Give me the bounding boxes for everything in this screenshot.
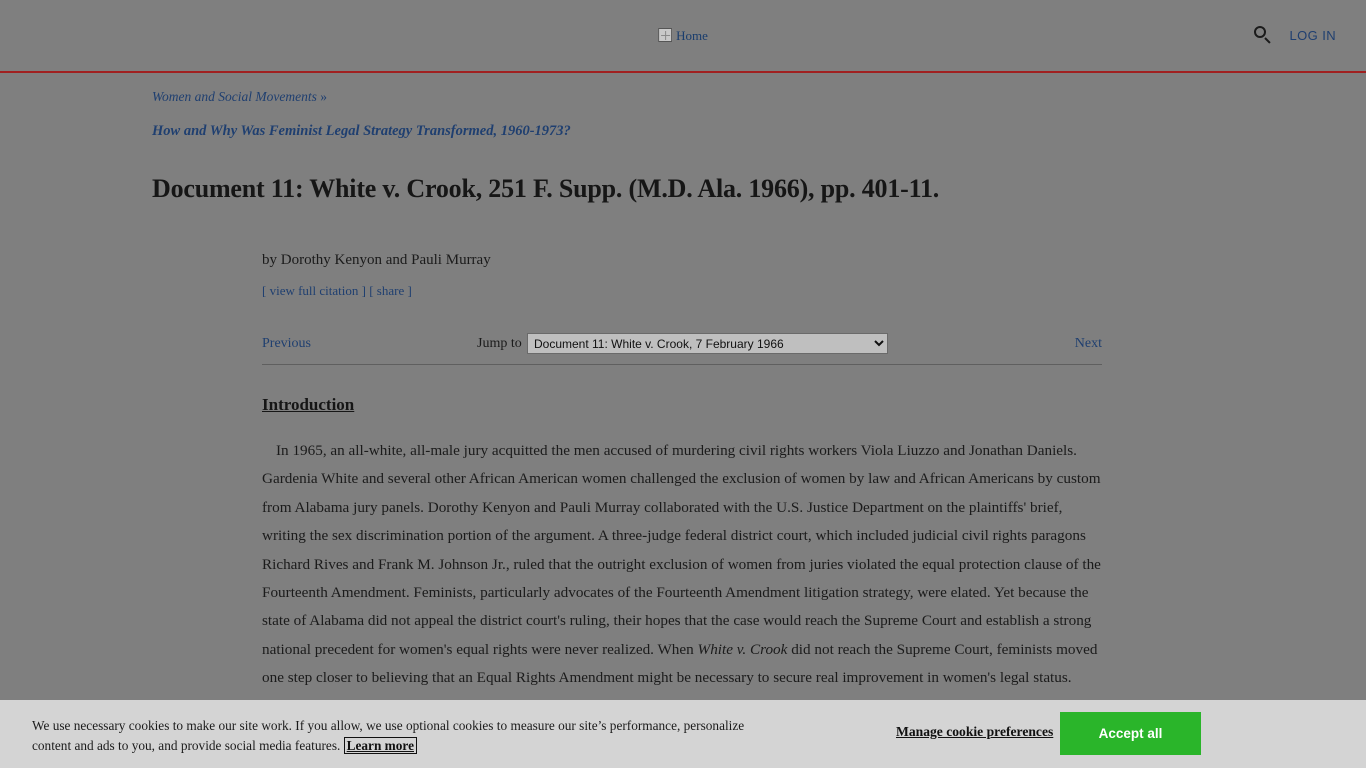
page-content — [0, 73, 1366, 721]
view-full-citation-link[interactable]: [ view full citation ] — [262, 283, 366, 298]
previous-document-link[interactable]: Previous — [262, 335, 311, 351]
case-name-italic-1: White v. Crook — [697, 640, 788, 658]
introduction-paragraph — [262, 437, 1102, 721]
cookie-consent-banner — [0, 700, 1366, 768]
byline-block — [152, 252, 1366, 299]
site-header — [0, 0, 1366, 73]
section-heading-introduction: Introduction — [262, 395, 355, 414]
header-actions — [1254, 26, 1336, 44]
breadcrumb — [152, 89, 1366, 105]
citation-links — [262, 283, 1366, 299]
breadcrumb-item-collection[interactable]: Women and Social Movements — [152, 89, 317, 104]
breadcrumb-separator: » — [320, 89, 327, 104]
share-link[interactable]: [ share ] — [369, 283, 412, 298]
accept-all-button[interactable]: Accept all — [1060, 712, 1201, 755]
document-navigation — [262, 335, 1102, 365]
cookie-banner-text — [32, 716, 752, 756]
broken-image-icon — [658, 28, 672, 42]
jump-to-select[interactable] — [527, 333, 888, 354]
search-icon[interactable] — [1254, 26, 1272, 44]
login-link[interactable]: LOG IN — [1289, 27, 1336, 43]
page-title: Document 11: White v. Crook, 251 F. Supp. (M.D. Ala. 1966), pp. 401-11. — [152, 174, 940, 203]
paragraph-text-2: did not reach the Supreme Court, feminists moved one step closer to believing that an Equal Rights Amendment might be necessary to secure real improvement in women's legal status. — [262, 640, 1098, 687]
project-title[interactable]: How and Why Was Feminist Legal Strategy Transformed, 1960-1973? — [152, 123, 571, 139]
manage-cookie-preferences-link[interactable]: Manage cookie preferences — [896, 724, 1054, 739]
home-logo[interactable] — [658, 28, 708, 44]
paragraph-text-1: In 1965, an all-white, all-male jury acquitted the men accused of murdering civil rights workers Viola Liuzzo and Jonathan Daniels. Gardenia White and several other African American women challenged the exclusion of women by law and African Americans by custom from Alabama jury panels. Dorothy Kenyon and Pauli Murray collaborated with the U.S. Justice Department on the plaintiffs' brief, writing the sex discrimination portion of the argument. A three-judge federal district court, which included judicial civil rights paragons Richard Rives and Frank M. Johnson Jr., ruled that the outright exclusion of women from juries violated the equal protection clause of the Fourteenth Amendment. Feminists, particularly advocates of the Fourteenth Amendment litigation strategy, were elated. Yet because the state of Alabama did not appeal the district court's ruling, their hopes that the case would reach the Supreme Court and establish a strong national precedent for women's equal rights were never realized. When — [262, 442, 1101, 658]
document-byline: by Dorothy Kenyon and Pauli Murray — [262, 252, 491, 268]
next-document-link[interactable]: Next — [1074, 335, 1102, 351]
cookie-text-body: We use necessary cookies to make our site work. If you allow, we use optional cookies to measure our site’s performance, personalize content and ads to you, and provide social media features. — [32, 718, 745, 753]
home-logo-alt-text: Home — [676, 28, 708, 43]
learn-more-link[interactable]: Learn more — [344, 737, 417, 754]
jump-to-label: Jump to — [477, 335, 522, 351]
